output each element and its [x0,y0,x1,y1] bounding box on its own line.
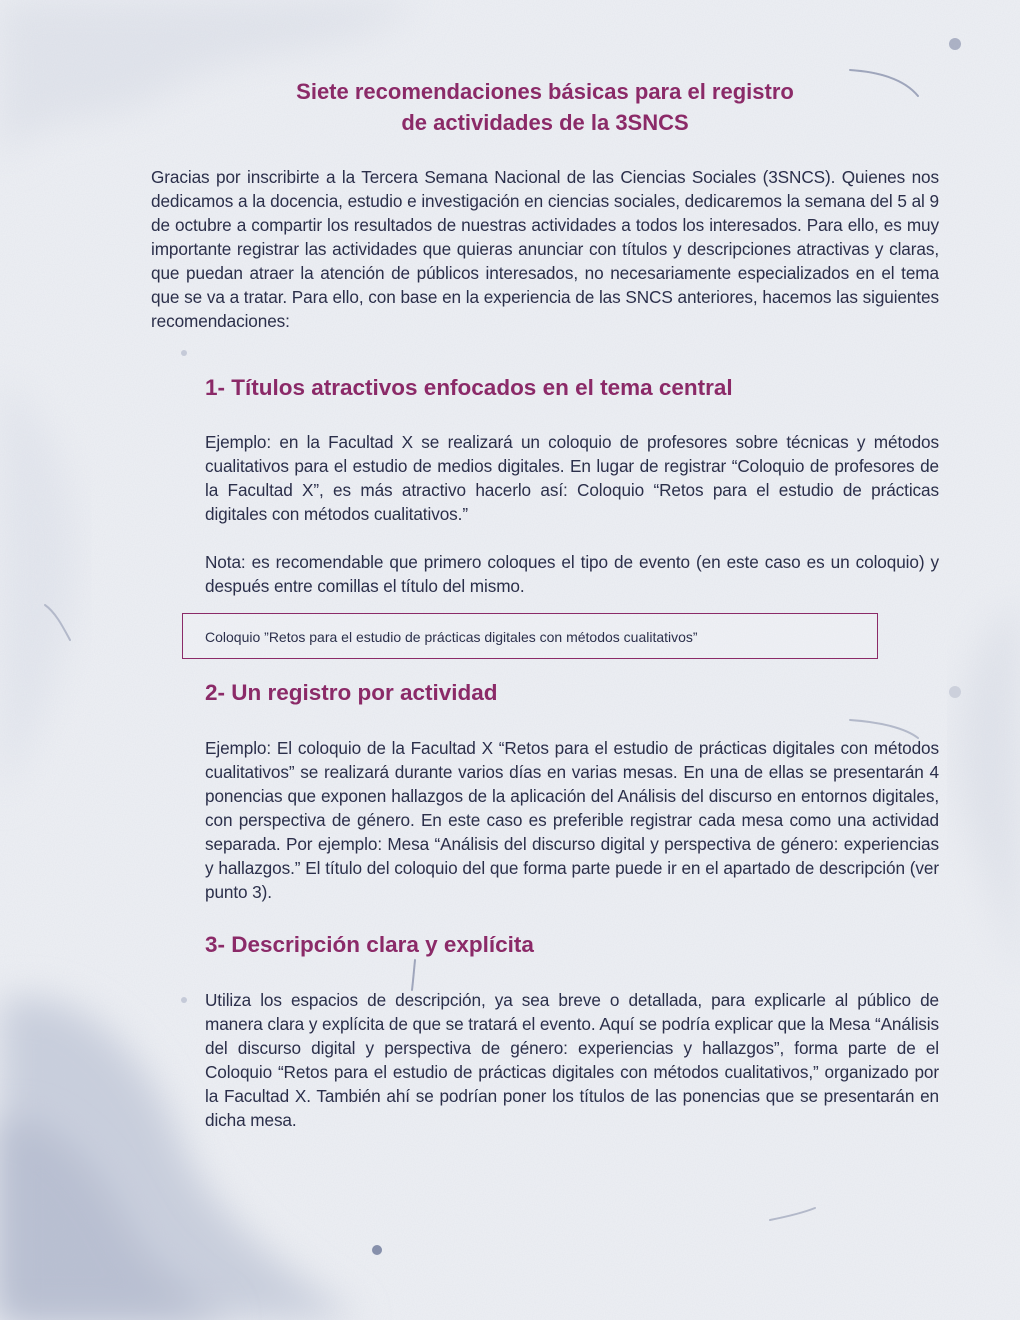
section-1-heading: 1- Títulos atractivos enfocados en el tema central [205,375,733,400]
intro-paragraph: Gracias por inscribirte a la Tercera Semana Nacional de las Ciencias Sociales (3SNCS). Quienes nos dedicamos a la docencia, estudio e investigación en ciencias sociales, dedicaremos la semana del 5 al 9 de octubre a compartir los resultados de nuestras actividades a todos los interesados. Para ello, es muy importante registrar las actividades que quieras anunciar con títulos y descripciones atractivas y claras, que puedan atraer la atención de públicos interesados, no necesariamente especializados en el tema que se va a tratar. Para ello, con base en la experiencia de las SNCS anteriores, hacemos las siguientes recomendaciones: [151,167,939,331]
example-title-box [182,613,878,659]
document-title [200,76,890,138]
section-2-heading: 2- Un registro por actividad [205,680,498,705]
title-line-1: Siete recomendaciones básicas para el registro [296,79,794,104]
section-3-paragraph: Utiliza los espacios de descripción, ya sea breve o detallada, para explicarle al público de manera clara y explícita de que se tratará el evento. Aquí se podría explicar que la Mesa “Análisis del discurso digital y perspectiva de género: experiencias y hallazgos”, forma parte de el Coloquio “Retos para el estudio de prácticas digitales con métodos cualitativos,” organizado por la Facultad X. También ahí se podrían poner los títulos de las ponencias que se presentarán en dicha mesa. [205,990,939,1130]
section-1-example-paragraph: Ejemplo: en la Facultad X se realizará un coloquio de profesores sobre técnicas y métodos cualitativos para el estudio de medios digitales. En lugar de registrar “Coloquio de profesores de la Facultad X”, es más atractivo hacerlo así: Coloquio “Retos para el estudio de prácticas digitales con métodos cualitativos.” [205,432,939,524]
example-title-text: Coloquio ”Retos para el estudio de prácticas digitales con métodos cualitativos” [205,629,698,645]
section-3-heading: 3- Descripción clara y explícita [205,932,534,957]
section-1-note-paragraph: Nota: es recomendable que primero coloques el tipo de evento (en este caso es un coloquio) y después entre comillas el título del mismo. [205,552,939,596]
section-2-paragraph: Ejemplo: El coloquio de la Facultad X “Retos para el estudio de prácticas digitales con métodos cualitativos” se realizará durante varios días en varias mesas. En una de ellas se presentarán 4 ponencias que exponen hallazgos de la aplicación del Análisis del discurso en entornos digitales, con perspectiva de género. En este caso es preferible registrar cada mesa como una actividad separada. Por ejemplo: Mesa “Análisis del discurso digital y perspectiva de género: experiencias y hallazgos.” El título del coloquio del que forma parte puede ir en el apartado de descripción (ver punto 3). [205,738,939,902]
title-line-2: de actividades de la 3SNCS [401,110,689,135]
